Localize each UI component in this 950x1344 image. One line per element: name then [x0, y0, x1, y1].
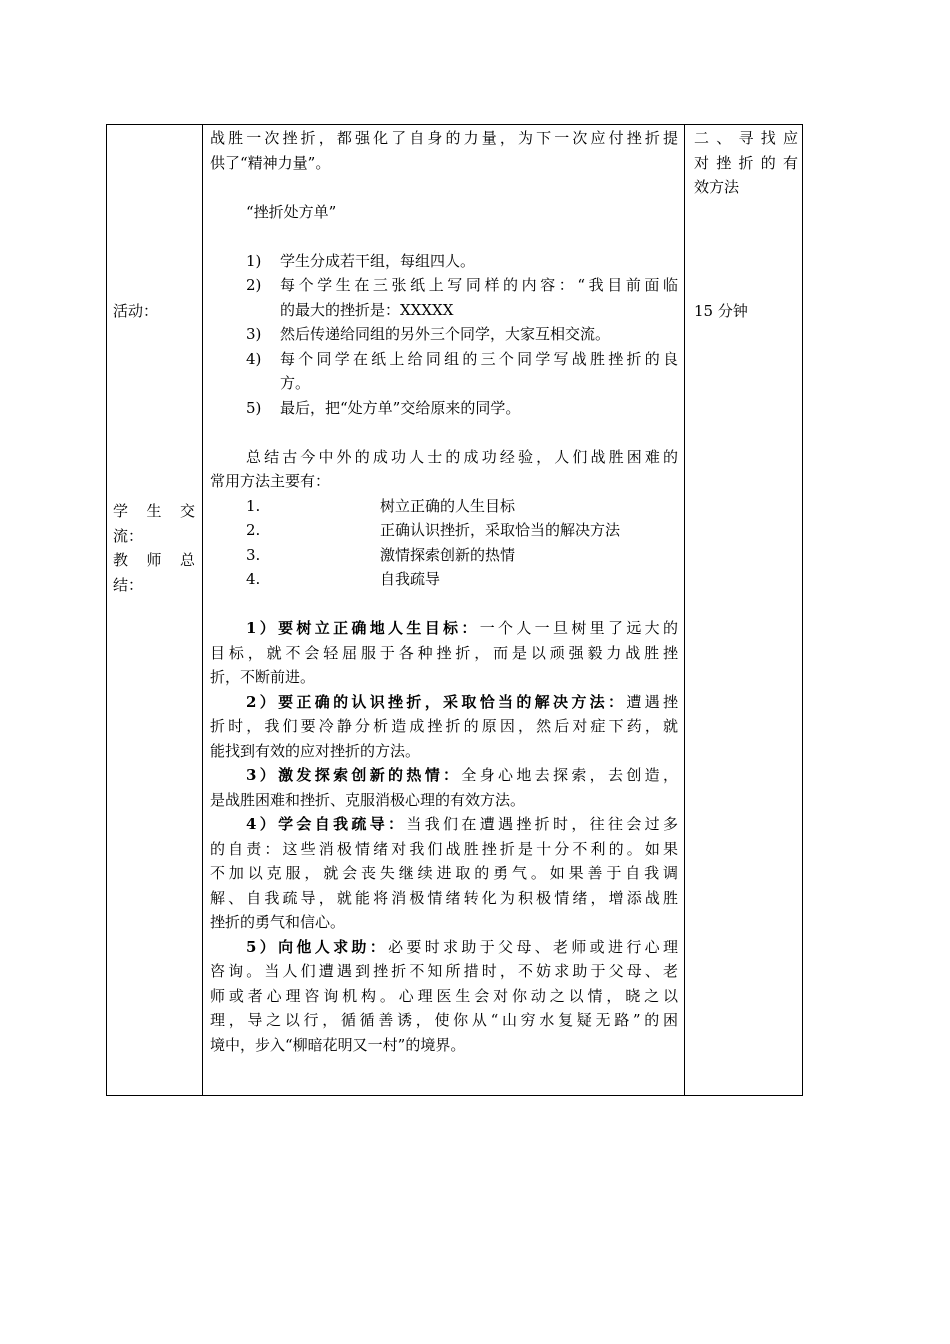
section-heading [694, 126, 798, 200]
main-content [210, 126, 678, 1057]
column-divider [684, 125, 685, 1095]
explanation-paragraph: 4）学会自我疏导：当我们在遭遇挫折时，往往会过多 的自责：这些消极情绪对我们战胜挫折是十分不利的。如果 不加以克服，就会丧失继续进取的勇气。如果善于自我调 解、自我疏导，就能将消极情绪转化为积极情绪，增添战胜 挫折的勇气和信心。 [210, 815, 678, 931]
method-item: 4. 自我疏导 [246, 570, 441, 588]
explanation-paragraph: 5）向他人求助：必要时求助于父母、老师或进行心理 咨询。当人们遭遇到挫折不知所措时，不妨求助于父母、老 师或者心理咨询机构。心理医生会对你动之以情，晓之以 理，导之以行，循循善诱，使你从“山穷水复疑无路”的困 境中，步入“柳暗花明又一村”的境界。 [210, 937, 678, 1054]
student-exchange-label [113, 499, 195, 597]
step-item: 2) 每个学生在三张纸上写同样的内容：“我目前面临 的最大的挫折是：XXXXX [246, 276, 678, 319]
prescription-steps [210, 249, 678, 421]
section-heading-line1: 二、寻找应 [694, 129, 798, 147]
prescription-title: “挫折处方单” [246, 202, 337, 221]
step-item: 5) 最后，把“处方单”交给原来的同学。 [246, 398, 521, 417]
activity-label: 活动： [113, 302, 159, 320]
step-item: 1) 学生分成若干组，每组四人。 [246, 251, 476, 270]
method-item: 1. 树立正确的人生目标 [246, 496, 516, 515]
intro-line: 供了“精神力量”。 [210, 153, 331, 172]
student-exchange-line2: 流： [113, 526, 144, 545]
teacher-summary-line2: 结： [113, 575, 144, 594]
methods-list [210, 494, 678, 592]
method-item: 3. 激情探索创新的热情 [246, 545, 516, 564]
summary-line: 总结古今中外的成功人士的成功经验，人们战胜困难的 [246, 447, 678, 466]
student-exchange-line1: 学 生 交 [113, 502, 195, 520]
duration: 15 分钟 [694, 302, 748, 320]
teacher-summary-line1: 教 师 总 [113, 551, 195, 569]
summary-line: 常用方法主要有： [210, 472, 331, 490]
lesson-plan-table [106, 124, 803, 1096]
explanation-heading: 3）激发探索创新的热情： [246, 766, 462, 784]
explanation-heading: 1）要树立正确地人生目标： [246, 619, 480, 637]
intro-line: 战胜一次挫折，都强化了自身的力量，为下一次应付挫折提 [210, 129, 678, 147]
explanation-heading: 2）要正确的认识挫折，采取恰当的解决方法： [246, 692, 627, 711]
section-heading-line2: 对挫折的有 [694, 153, 798, 172]
explanation-paragraph: 1）要树立正确地人生目标：一个人一旦树里了远大的 目标，就不会轻屈服于各种挫折，而是以顽强毅力战胜挫 折，不断前进。 [210, 619, 678, 686]
method-item: 2. 正确认识挫折，采取恰当的解决方法 [246, 521, 621, 539]
explanation-heading: 4）学会自我疏导： [246, 815, 407, 833]
step-item: 4) 每个同学在纸上给同组的三个同学写战胜挫折的良 方。 [246, 349, 678, 392]
step-item: 3) 然后传递给同组的另外三个同学，大家互相交流。 [246, 325, 611, 343]
explanation-paragraph: 3）激发探索创新的热情：全身心地去探索，去创造， 是战胜困难和挫折、克服消极心理的有效方法。 [210, 766, 678, 809]
explanation-paragraph: 2）要正确的认识挫折，采取恰当的解决方法：遭遇挫 折时，我们要冷静分析造成挫折的原因，然后对症下药，就 能找到有效的应对挫折的方法。 [210, 692, 678, 760]
explanation-heading: 5）向他人求助： [246, 937, 389, 956]
column-divider [202, 125, 203, 1095]
section-heading-line3: 效方法 [694, 178, 740, 196]
